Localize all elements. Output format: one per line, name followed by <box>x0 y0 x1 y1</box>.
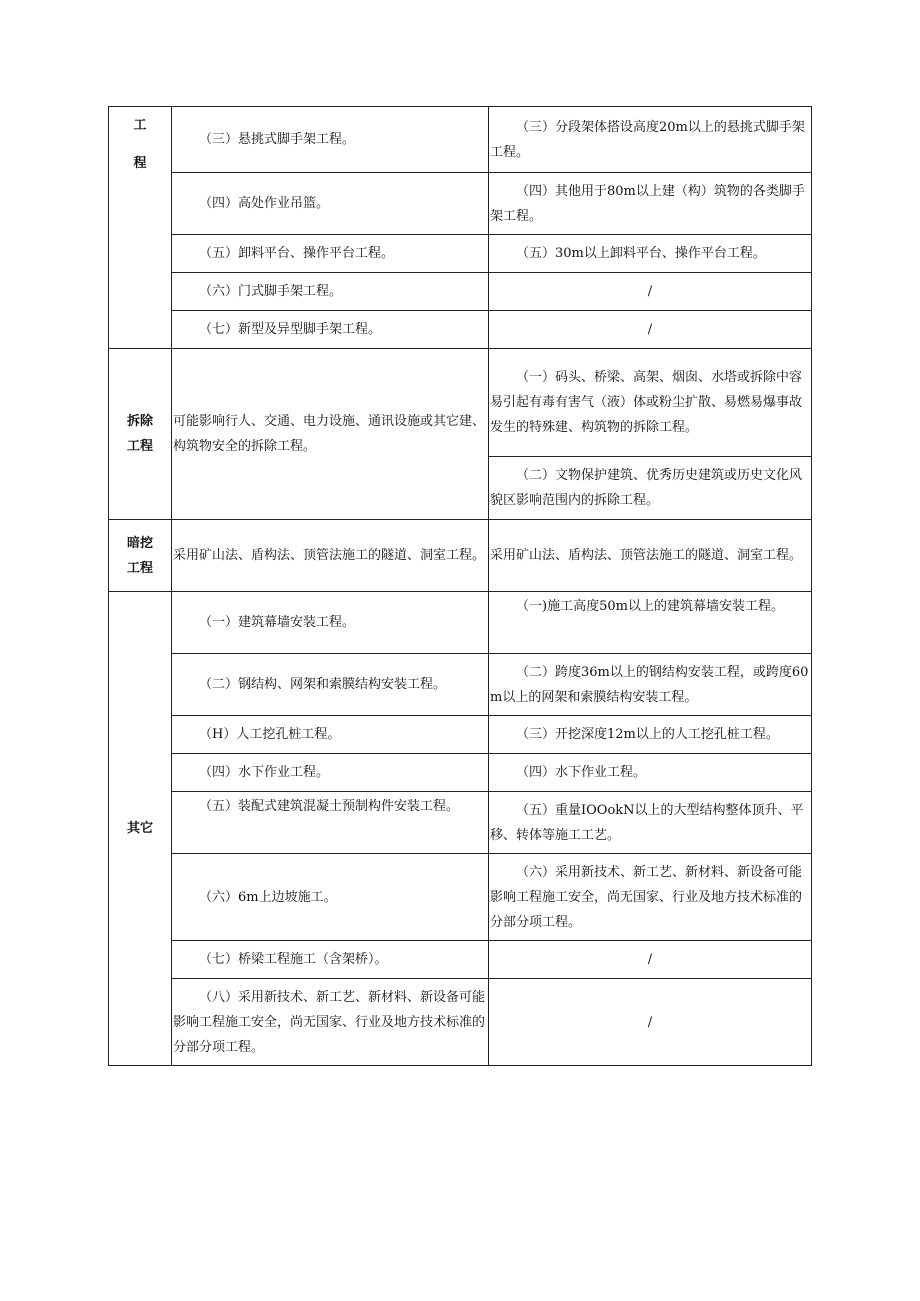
general-cell: （六）门式脚手架工程。 <box>172 273 489 311</box>
category-label: 工程 <box>126 560 153 576</box>
major-cell: 采用矿山法、盾构法、顶管法施工的隧道、洞室工程。 <box>489 520 812 592</box>
category-cell <box>109 107 172 349</box>
major-cell: （四）水下作业工程。 <box>489 754 812 792</box>
table-row <box>109 273 812 311</box>
general-cell: 采用矿山法、盾构法、顶管法施工的隧道、洞室工程。 <box>172 520 489 592</box>
category-label: 暗挖 <box>126 535 153 551</box>
general-cell: （一）建筑幕墙安装工程。 <box>172 592 489 654</box>
major-cell: （三）分段架体搭设高度20m以上的悬挑式脚手架工程。 <box>489 107 812 173</box>
general-cell: （四）水下作业工程。 <box>172 754 489 792</box>
table-row <box>109 792 812 854</box>
hazard-table <box>108 106 812 1066</box>
category-cell <box>109 520 172 592</box>
general-cell: （七）桥梁工程施工（含架桥）。 <box>172 941 489 979</box>
table-row <box>109 854 812 941</box>
table-row <box>109 716 812 754</box>
major-cell: / <box>489 273 812 311</box>
major-cell: / <box>489 979 812 1066</box>
major-cell: （六）采用新技术、新工艺、新材料、新设备可能影响工程施工安全，尚无国家、行业及地方技术标准的分部分项工程。 <box>489 854 812 941</box>
table-row <box>109 979 812 1066</box>
category-label: 工程 <box>126 439 153 454</box>
general-cell: （H）人工挖孔桩工程。 <box>172 716 489 754</box>
general-cell: （七）新型及异型脚手架工程。 <box>172 311 489 349</box>
category-label: 程 <box>133 156 147 171</box>
general-cell: （八）采用新技术、新工艺、新材料、新设备可能影响工程施工安全，尚无国家、行业及地方技术标准的分部分项工程。 <box>172 979 489 1066</box>
category-label: 工 <box>133 118 147 133</box>
category-cell <box>109 592 172 1066</box>
table-row <box>109 311 812 349</box>
table-row <box>109 173 812 235</box>
category-label: 拆除 <box>126 414 153 429</box>
table-row <box>109 754 812 792</box>
table-row <box>109 107 812 173</box>
major-cell: / <box>489 311 812 349</box>
major-cell: （一)施工高度50m以上的建筑幕墙安装工程。 <box>489 592 812 654</box>
general-cell: （五）卸料平台、操作平台工程。 <box>172 235 489 273</box>
category-cell <box>109 349 172 520</box>
table-row <box>109 349 812 457</box>
table-row <box>109 654 812 716</box>
table-row <box>109 592 812 654</box>
major-cell: （一）码头、桥梁、高架、烟囱、水塔或拆除中容易引起有毒有害气（液）体或粉尘扩散、易燃易爆事故发生的特殊建、构筑物的拆除工程。 <box>489 349 812 457</box>
general-cell: 可能影响行人、交通、电力设施、通讯设施或其它建、构筑物安全的拆除工程。 <box>172 349 489 520</box>
major-cell: （五）30m以上卸料平台、操作平台工程。 <box>489 235 812 273</box>
table-row <box>109 520 812 592</box>
major-cell: （三）开挖深度12m以上的人工挖孔桩工程。 <box>489 716 812 754</box>
general-cell: （六）6m上边坡施工。 <box>172 854 489 941</box>
major-cell: / <box>489 941 812 979</box>
general-cell: （四）高处作业吊篮。 <box>172 173 489 235</box>
general-cell: （三）悬挑式脚手架工程。 <box>172 107 489 173</box>
table-row <box>109 941 812 979</box>
major-cell: （四）其他用于80m以上建（构）筑物的各类脚手架工程。 <box>489 173 812 235</box>
major-cell: （二）文物保护建筑、优秀历史建筑或历史文化风貌区影响范围内的拆除工程。 <box>489 457 812 520</box>
general-cell: （二）钢结构、网架和索膜结构安装工程。 <box>172 654 489 716</box>
category-label: 其它 <box>126 821 153 836</box>
major-cell: （五）重量IOOokN以上的大型结构整体顶升、平移、转体等施工工艺。 <box>489 792 812 854</box>
general-cell: （五）装配式建筑混凝土预制构件安装工程。 <box>172 792 489 854</box>
table-row <box>109 235 812 273</box>
major-cell: （二）跨度36m以上的钢结构安装工程，或跨度60m以上的网架和索膜结构安装工程。 <box>489 654 812 716</box>
